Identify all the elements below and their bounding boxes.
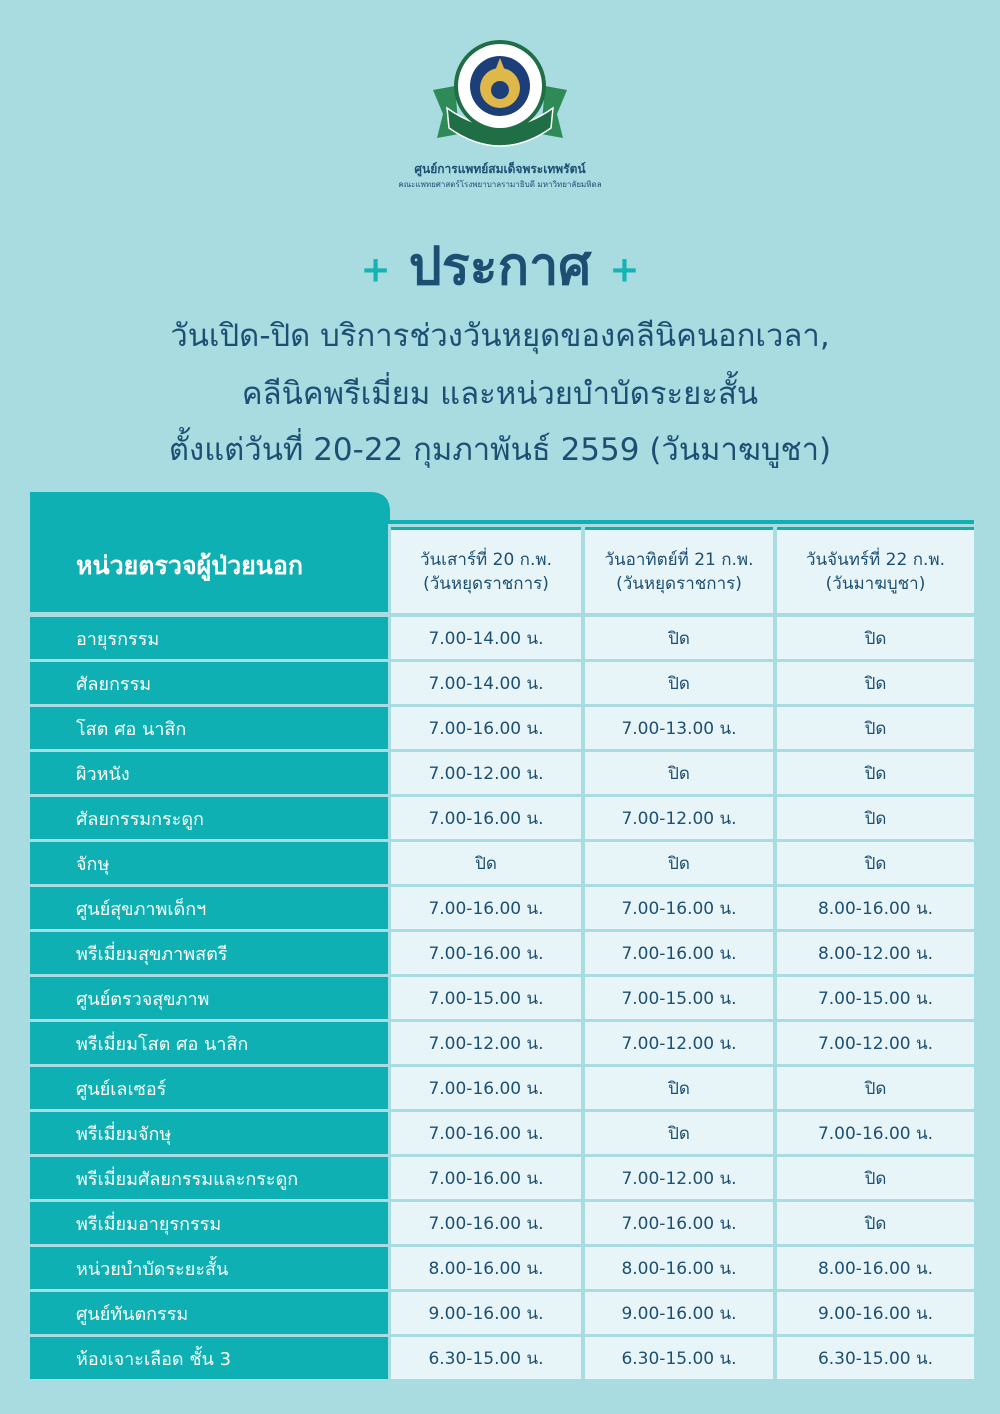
column-note: (วันหยุดราชการ): [423, 573, 549, 594]
table-row: [30, 842, 974, 884]
org-subtitle: คณะแพทยศาสตร์โรงพยาบาลรามาธิบดี มหาวิทยาลัยมหิดล: [398, 180, 602, 189]
sun-hours: ปิด: [585, 662, 773, 704]
unit-name: หน่วยบำบัดระยะสั้น: [30, 1247, 388, 1289]
unit-name: ศัลยกรรม: [30, 662, 388, 704]
unit-name: พรีเมี่ยมอายุรกรรม: [30, 1202, 388, 1244]
unit-name: ศูนย์สุขภาพเด็กฯ: [30, 887, 388, 929]
sat-hours: 7.00-16.00 น.: [391, 1202, 581, 1244]
column-note: (วันมาฆบูชา): [825, 573, 926, 594]
sun-hours: ปิด: [585, 1067, 773, 1109]
sat-hours: 7.00-14.00 น.: [391, 617, 581, 659]
sun-hours: 7.00-16.00 น.: [585, 932, 773, 974]
subtitle-line-1: วันเปิด-ปิด บริการช่วงวันหยุดของคลีนิคนอกเวลา,: [170, 318, 830, 354]
table-row: [30, 1157, 974, 1199]
unit-name: ห้องเจาะเลือด ชั้น 3: [30, 1337, 388, 1379]
sat-hours: 7.00-15.00 น.: [391, 977, 581, 1019]
sat-hours: 7.00-16.00 น.: [391, 1157, 581, 1199]
mon-hours: 7.00-12.00 น.: [777, 1022, 974, 1064]
mon-hours: ปิด: [777, 842, 974, 884]
mon-hours: ปิด: [777, 1202, 974, 1244]
subtitle-line-2: คลีนิคพรีเมี่ยม และหน่วยบำบัดระยะสั้น: [241, 376, 759, 412]
mon-hours: ปิด: [777, 1157, 974, 1199]
mon-hours: ปิด: [777, 617, 974, 659]
sun-hours: 9.00-16.00 น.: [585, 1292, 773, 1334]
sat-hours: 6.30-15.00 น.: [391, 1337, 581, 1379]
sat-hours: ปิด: [391, 842, 581, 884]
table-row: [30, 1112, 974, 1154]
unit-name: ผิวหนัง: [30, 752, 388, 794]
unit-name: ศูนย์ทันตกรรม: [30, 1292, 388, 1334]
headline-text: ประกาศ: [408, 237, 592, 297]
sun-hours: 8.00-16.00 น.: [585, 1247, 773, 1289]
table-row: [30, 1022, 974, 1064]
mon-hours: ปิด: [777, 752, 974, 794]
hospital-logo: [425, 38, 575, 158]
sat-hours: 7.00-16.00 น.: [391, 1067, 581, 1109]
sat-hours: 7.00-12.00 น.: [391, 752, 581, 794]
sun-hours: 7.00-16.00 น.: [585, 1202, 773, 1244]
table-row: [30, 1247, 974, 1289]
mon-hours: 8.00-16.00 น.: [777, 1247, 974, 1289]
sat-hours: 7.00-14.00 น.: [391, 662, 581, 704]
table-row: [30, 662, 974, 704]
column-date: วันจันทร์ที่ 22 ก.พ.: [805, 549, 946, 570]
table-row: [30, 887, 974, 929]
table-row: [30, 617, 974, 659]
sun-hours: 6.30-15.00 น.: [585, 1337, 773, 1379]
sat-hours: 7.00-16.00 น.: [391, 707, 581, 749]
mon-hours: ปิด: [777, 797, 974, 839]
sat-hours: 7.00-16.00 น.: [391, 887, 581, 929]
sat-hours: 7.00-12.00 น.: [391, 1022, 581, 1064]
column-header-mon: [777, 527, 974, 613]
mon-hours: 9.00-16.00 น.: [777, 1292, 974, 1334]
unit-name: โสต ศอ นาสิก: [30, 707, 388, 749]
column-header-sat: [391, 527, 581, 613]
table-row: [30, 707, 974, 749]
sun-hours: 7.00-15.00 น.: [585, 977, 773, 1019]
sun-hours: 7.00-12.00 น.: [585, 1157, 773, 1199]
mon-hours: 6.30-15.00 น.: [777, 1337, 974, 1379]
mon-hours: ปิด: [777, 707, 974, 749]
plus-icon: +: [360, 249, 391, 291]
table-row: [30, 1337, 974, 1379]
mon-hours: ปิด: [777, 1067, 974, 1109]
mon-hours: 8.00-16.00 น.: [777, 887, 974, 929]
sat-hours: 7.00-16.00 น.: [391, 1112, 581, 1154]
table-row: [30, 1067, 974, 1109]
column-header-sun: [585, 527, 773, 613]
mon-hours: 8.00-12.00 น.: [777, 932, 974, 974]
table-row: [30, 1202, 974, 1244]
sat-hours: 7.00-16.00 น.: [391, 797, 581, 839]
sun-hours: ปิด: [585, 752, 773, 794]
sat-hours: 9.00-16.00 น.: [391, 1292, 581, 1334]
unit-name: ศัลยกรรมกระดูก: [30, 797, 388, 839]
plus-icon: +: [609, 249, 640, 291]
sun-hours: ปิด: [585, 1112, 773, 1154]
sun-hours: ปิด: [585, 842, 773, 884]
mon-hours: 7.00-16.00 น.: [777, 1112, 974, 1154]
table-title: หน่วยตรวจผู้ป่วยนอก: [76, 551, 304, 580]
sun-hours: ปิด: [585, 617, 773, 659]
subtitle-line-3: ตั้งแต่วันที่ 20-22 กุมภาพันธ์ 2559 (วันมาฆบูชา): [168, 432, 832, 468]
mon-hours: 7.00-15.00 น.: [777, 977, 974, 1019]
unit-name: จักษุ: [30, 842, 388, 884]
unit-name: ศูนย์ตรวจสุขภาพ: [30, 977, 388, 1019]
table-row: [30, 752, 974, 794]
unit-name: ศูนย์เลเซอร์: [30, 1067, 388, 1109]
table-row: [30, 1292, 974, 1334]
sun-hours: 7.00-12.00 น.: [585, 797, 773, 839]
column-note: (วันหยุดราชการ): [616, 573, 742, 594]
table-row: [30, 932, 974, 974]
column-date: วันอาทิตย์ที่ 21 ก.พ.: [604, 549, 754, 570]
unit-name: พรีเมี่ยมสุขภาพสตรี: [30, 932, 388, 974]
sat-hours: 7.00-16.00 น.: [391, 932, 581, 974]
headline: [0, 224, 1000, 307]
unit-name: พรีเมี่ยมศัลยกรรมและกระดูก: [30, 1157, 388, 1199]
mon-hours: ปิด: [777, 662, 974, 704]
sun-hours: 7.00-13.00 น.: [585, 707, 773, 749]
table-row: [30, 977, 974, 1019]
org-name: ศูนย์การแพทย์สมเด็จพระเทพรัตน์: [414, 162, 586, 176]
column-date: วันเสาร์ที่ 20 ก.พ.: [420, 549, 552, 570]
sun-hours: 7.00-12.00 น.: [585, 1022, 773, 1064]
sat-hours: 8.00-16.00 น.: [391, 1247, 581, 1289]
unit-name: อายุรกรรม: [30, 617, 388, 659]
unit-name: พรีเมี่ยมจักษุ: [30, 1112, 388, 1154]
sun-hours: 7.00-16.00 น.: [585, 887, 773, 929]
unit-name: พรีเมี่ยมโสต ศอ นาสิก: [30, 1022, 388, 1064]
table-row: [30, 797, 974, 839]
